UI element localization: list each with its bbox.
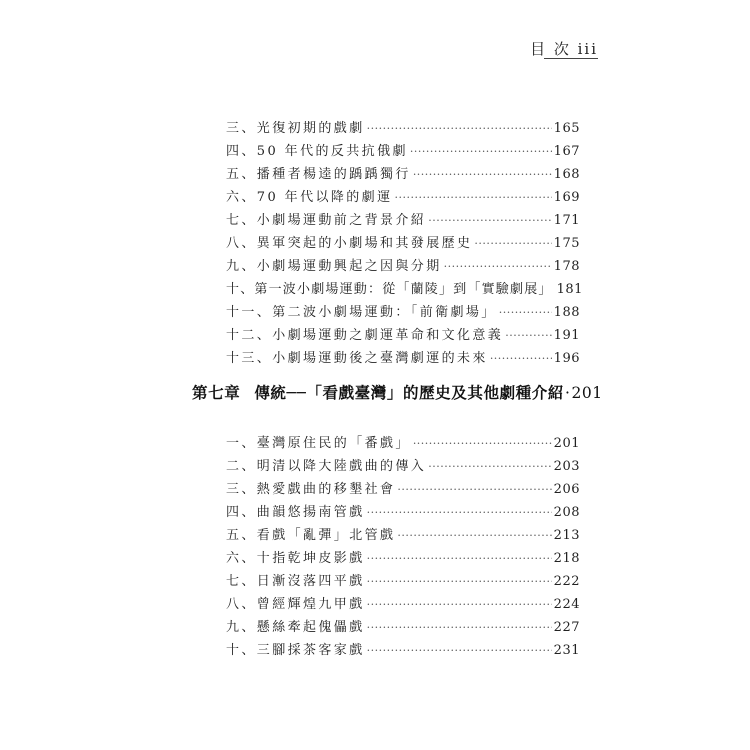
chapter-page: 201 [571, 384, 603, 402]
toc-entry[interactable] [226, 432, 580, 452]
toc-entry-page: 169 [553, 190, 580, 205]
toc-entry-label: 八、異軍突起的小劇場和其發展歷史 [226, 236, 473, 251]
toc-entry[interactable] [226, 209, 580, 229]
toc-entry-page: 201 [553, 436, 580, 451]
leader-dots [428, 214, 551, 227]
leader-dots [428, 460, 551, 473]
leader-dots [499, 306, 552, 319]
chapter-title: 傳統──「看戲臺灣」的歷史及其他劇種介紹 [254, 383, 564, 402]
toc-entry[interactable] [226, 255, 580, 275]
toc-entry-page: 165 [553, 121, 580, 136]
toc-entry-label: 五、看戲「亂彈」北管戲 [226, 528, 396, 543]
toc-entry-page: 175 [553, 236, 580, 251]
leader-dots [490, 352, 552, 365]
toc-entry-label: 十一、第二波小劇場運動：「前衛劇場」 [226, 305, 497, 320]
toc-entry-label: 七、小劇場運動前之背景介紹 [226, 213, 427, 228]
toc-entry-page: 208 [553, 505, 580, 520]
toc-entry-page: 178 [553, 259, 580, 274]
toc-entry-label: 五、播種者楊逵的踽踽獨行 [226, 167, 411, 182]
toc-entry-page: 227 [553, 620, 580, 635]
toc-entry-label: 四、曲韻悠揚南管戲 [226, 505, 365, 520]
toc-entry-label: 三、熱愛戲曲的移墾社會 [226, 482, 396, 497]
toc-entry-page: 191 [553, 328, 580, 343]
toc-entry-page: 171 [553, 213, 580, 228]
leader-dots [394, 191, 551, 204]
leader-dots [367, 644, 552, 657]
leader-dots [474, 237, 551, 250]
toc-entry[interactable] [226, 593, 580, 613]
toc-entry-label: 十、三腳採茶客家戲 [226, 643, 365, 658]
leader-dots [505, 329, 551, 342]
leader-dots [413, 168, 552, 181]
toc-entry-page: 222 [553, 574, 580, 589]
toc-entry-label: 八、曾經輝煌九甲戲 [226, 597, 365, 612]
toc-entry-label: 四、50 年代的反共抗俄劇 [226, 144, 408, 159]
leader-dots [367, 552, 552, 565]
toc-entry-page: 231 [553, 643, 580, 658]
page-header: 目 次 iii [530, 40, 598, 58]
toc-entry-page: 203 [553, 459, 580, 474]
toc-entry[interactable] [226, 524, 580, 544]
toc-entry-page: 213 [553, 528, 580, 543]
toc-entry[interactable] [226, 616, 580, 636]
leader-dots [397, 529, 551, 542]
toc-entry-page: 224 [553, 597, 580, 612]
toc-entry-label: 三、光復初期的戲劇 [226, 121, 365, 136]
leader-dots [367, 598, 552, 611]
toc-entry[interactable] [226, 163, 580, 183]
toc-entry[interactable] [226, 186, 580, 206]
toc-entry[interactable] [226, 301, 580, 321]
toc-entry-page: 196 [553, 351, 580, 366]
toc-entry[interactable] [226, 347, 580, 367]
toc-entry[interactable] [226, 324, 580, 344]
toc-entry-page: 167 [553, 144, 580, 159]
toc-entry-label: 六、70 年代以降的劇運 [226, 190, 393, 205]
leader-dots [367, 506, 552, 519]
chapter-number: 第七章 [192, 383, 241, 402]
toc-entry-page: 188 [553, 305, 580, 320]
toc-entry[interactable] [226, 232, 580, 252]
header-rule [544, 58, 598, 59]
leader-dots [413, 437, 552, 450]
toc-entry-label: 十、第一波小劇場運動：從「蘭陵」到「實驗劇展」 [226, 282, 553, 297]
toc-entry-page: 168 [553, 167, 580, 182]
leader-dots [367, 122, 552, 135]
toc-entry-page: 181 [556, 282, 583, 297]
toc-entry[interactable] [226, 501, 580, 521]
toc-entry[interactable] [226, 117, 580, 137]
toc-entry-label: 二、明清以降大陸戲曲的傳入 [226, 459, 427, 474]
toc-entry[interactable] [226, 547, 580, 567]
toc-entry-label: 九、小劇場運動興起之因與分期 [226, 259, 442, 274]
chapter-heading[interactable] [192, 381, 603, 403]
toc-entry-page: 218 [553, 551, 580, 566]
toc-entry-label: 十三、小劇場運動後之臺灣劇運的未來 [226, 351, 488, 366]
toc-entry-label: 七、日漸沒落四平戲 [226, 574, 365, 589]
leader-dots [367, 621, 552, 634]
leader-dots [367, 575, 552, 588]
toc-entry[interactable] [226, 478, 580, 498]
toc-entry[interactable] [226, 278, 583, 298]
leader-dots [397, 483, 551, 496]
toc-entry[interactable] [226, 570, 580, 590]
toc-entry-label: 一、臺灣原住民的「番戲」 [226, 436, 411, 451]
toc-entry[interactable] [226, 455, 580, 475]
toc-entry[interactable] [226, 140, 580, 160]
toc-entry-label: 九、懸絲牽起傀儡戲 [226, 620, 365, 635]
chapter-separator: · [564, 384, 571, 402]
toc-entry-label: 六、十指乾坤皮影戲 [226, 551, 365, 566]
leader-dots [444, 260, 552, 273]
toc-entry-label: 十二、小劇場運動之劇運革命和文化意義 [226, 328, 504, 343]
toc-entry-page: 206 [553, 482, 580, 497]
toc-entry[interactable] [226, 639, 580, 659]
leader-dots [410, 145, 552, 158]
